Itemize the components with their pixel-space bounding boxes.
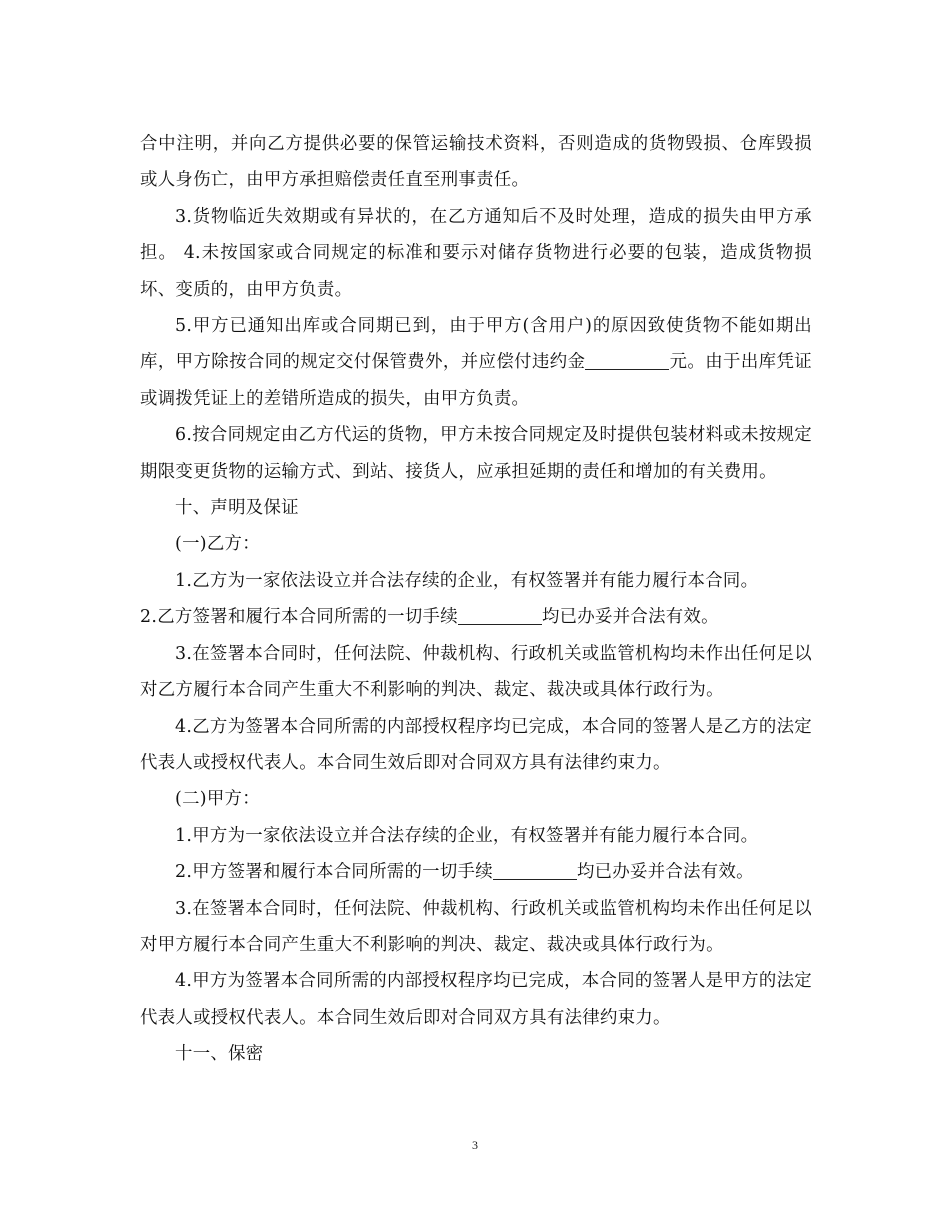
paragraph-continuation: 合中注明，并向乙方提供必要的保管运输技术资料，否则造成的货物毁损、仓库毁损或人身伤亡，由甲方承担赔偿责任直至刑事责任。 bbox=[140, 134, 812, 191]
clause-5-text-before-blank: 5.甲方已通知出库或合同期已到，由于甲方(含用户)的原因致使货物不能如期出库，甲方除按合同的规定交付保管费外，并应偿付违约金 bbox=[140, 316, 812, 373]
party-a-item-3: 3.在签署本合同时，任何法院、仲裁机构、行政机关或监管机构均未作出任何足以对甲方履行本合同产生重大不利影响的判决、裁定、裁决或具体行政行为。 bbox=[140, 898, 812, 955]
document-body bbox=[140, 126, 812, 1073]
party-a-item-2-after-blank: 均已办妥并合法有效。 bbox=[576, 862, 754, 883]
party-a-procedures-blank bbox=[493, 862, 577, 880]
party-a-item-1: 1.甲方为一家依法设立并合法存续的企业，有权签署并有能力履行本合同。 bbox=[175, 825, 759, 846]
party-b-item-2-before-blank: 2.乙方签署和履行本合同所需的一切手续 bbox=[140, 607, 458, 628]
paragraph-clause-5 bbox=[140, 308, 812, 417]
party-a-item-2 bbox=[140, 854, 812, 890]
party-b-item-2-after-blank: 均已办妥并合法有效。 bbox=[541, 607, 719, 628]
subsection-party-b: (一)乙方： bbox=[175, 534, 260, 555]
party-a-item-4: 4.甲方为签署本合同所需的内部授权程序均已完成，本合同的签署人是甲方的法定代表人或授权代表人。本合同生效后即对合同双方具有法律约束力。 bbox=[140, 971, 812, 1028]
party-b-item-1: 1.乙方为一家依法设立并合法存续的企业，有权签署并有能力履行本合同。 bbox=[175, 570, 759, 591]
paragraph-clause-3-4: 3.货物临近失效期或有异状的，在乙方通知后不及时处理，造成的损失由甲方承担。 4.未按国家或合同规定的标准和要示对储存货物进行必要的包装，造成货物损坏、变质的，由甲方负责。 bbox=[140, 206, 812, 300]
page-number: 3 bbox=[472, 1138, 478, 1152]
party-b-item-4: 4.乙方为签署本合同所需的内部授权程序均已完成，本合同的签署人是乙方的法定代表人或授权代表人。本合同生效后即对合同双方具有法律约束力。 bbox=[140, 716, 812, 773]
section-heading-declarations: 十、声明及保证 bbox=[175, 498, 299, 519]
clause-5-text-after-blank: 元。由于出库凭证或调拨凭证上的差错所造成的损失，由甲方负责。 bbox=[140, 352, 812, 409]
subsection-party-a: (二)甲方： bbox=[175, 789, 260, 810]
party-b-procedures-blank bbox=[458, 607, 542, 625]
party-b-item-3: 3.在签署本合同时，任何法院、仲裁机构、行政机关或监管机构均未作出任何足以对乙方履行本合同产生重大不利影响的判决、裁定、裁决或具体行政行为。 bbox=[140, 643, 812, 701]
section-heading-confidentiality: 十一、保密 bbox=[175, 1044, 264, 1065]
party-b-item-2 bbox=[140, 599, 812, 635]
paragraph-clause-6: 6.按合同规定由乙方代运的货物，甲方未按合同规定及时提供包装材料或未按规定期限变更货物的运输方式、到站、接货人，应承担延期的责任和增加的有关费用。 bbox=[140, 425, 812, 482]
penalty-amount-blank bbox=[585, 352, 669, 370]
party-a-item-2-before-blank: 2.甲方签署和履行本合同所需的一切手续 bbox=[175, 862, 493, 883]
